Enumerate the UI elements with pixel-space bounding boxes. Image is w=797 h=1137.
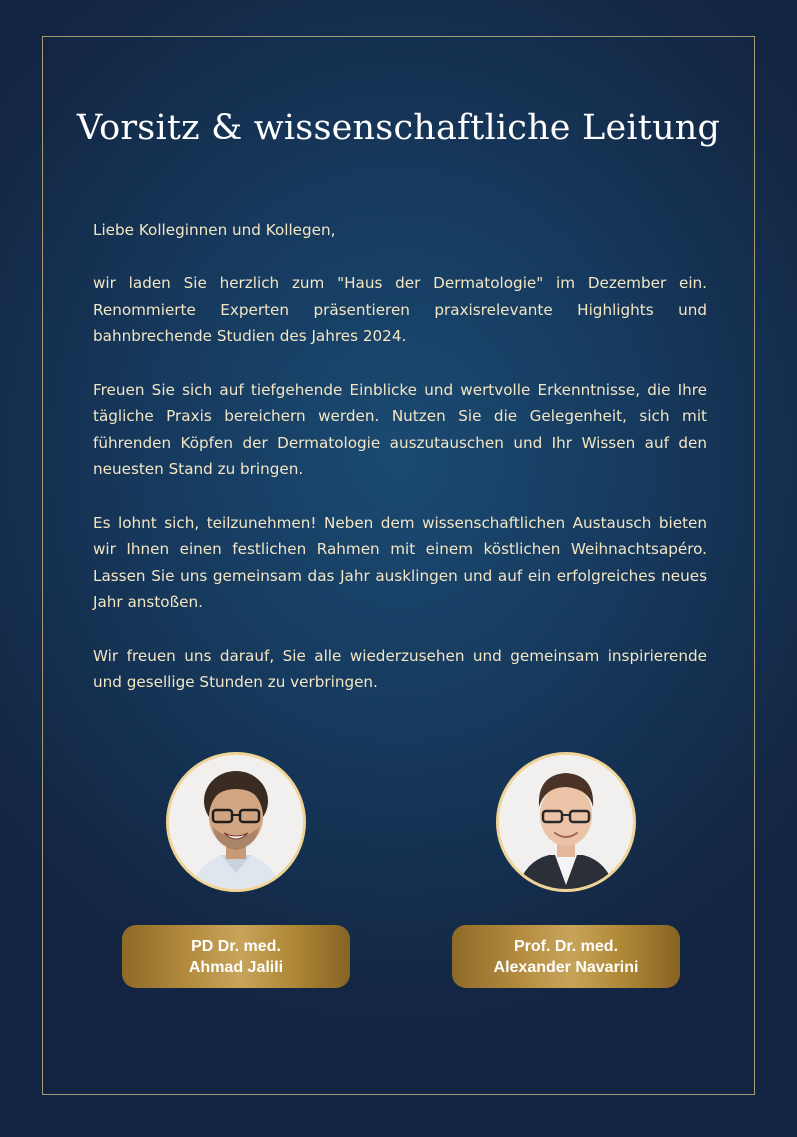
- letter-greeting: Liebe Kolleginnen und Kollegen,: [93, 221, 336, 239]
- portrait-photo: [496, 752, 636, 892]
- chair-name: Ahmad Jalili: [188, 958, 284, 976]
- portrait-photo: [166, 752, 306, 892]
- letter-paragraph-3: Es lohnt sich, teilzunehmen! Neben dem wissenschaftlichen Austausch bieten wir Ihnen einen festlichen Rahmen mit einem köstlichen Weihnachtsapéro. Lassen Sie uns gemeinsam das Jahr ausklingen und auf ein erfolgreiches neues Jahr anstoßen.: [93, 513, 707, 612]
- letter-paragraph-4: Wir freuen uns darauf, Sie alle wiederzusehen und gemeinsam inspirierende und gesellige Stunden zu verbringen.: [93, 646, 707, 692]
- chair-name-badge: [122, 925, 350, 988]
- letter-paragraph-1: wir laden Sie herzlich zum "Haus der Dermatologie" im Dezember ein. Renommierte Experten präsentieren praxisrelevante Highlights und bahnbrechende Studien des Jahres 2024.: [93, 274, 707, 346]
- chair-navarini: [452, 752, 680, 976]
- letter-body: [93, 217, 707, 722]
- chair-jalili: [122, 752, 350, 976]
- page-title: Vorsitz & wissenschaftliche Leitung: [76, 108, 721, 148]
- letter-paragraph-2: Freuen Sie sich auf tiefgehende Einblicke und wertvolle Erkenntnisse, die Ihre tägliche Praxis bereichern werden. Nutzen Sie die Gelegenheit, sich mit führenden Köpfen der Dermatologie auszutauschen und Ihr Wissen auf den neuesten Stand zu bringen.: [93, 380, 707, 479]
- chair-title: Prof. Dr. med.: [513, 937, 619, 955]
- chair-name-badge: [452, 925, 680, 988]
- chair-name: Alexander Navarini: [493, 958, 639, 976]
- chair-title: PD Dr. med.: [191, 937, 281, 955]
